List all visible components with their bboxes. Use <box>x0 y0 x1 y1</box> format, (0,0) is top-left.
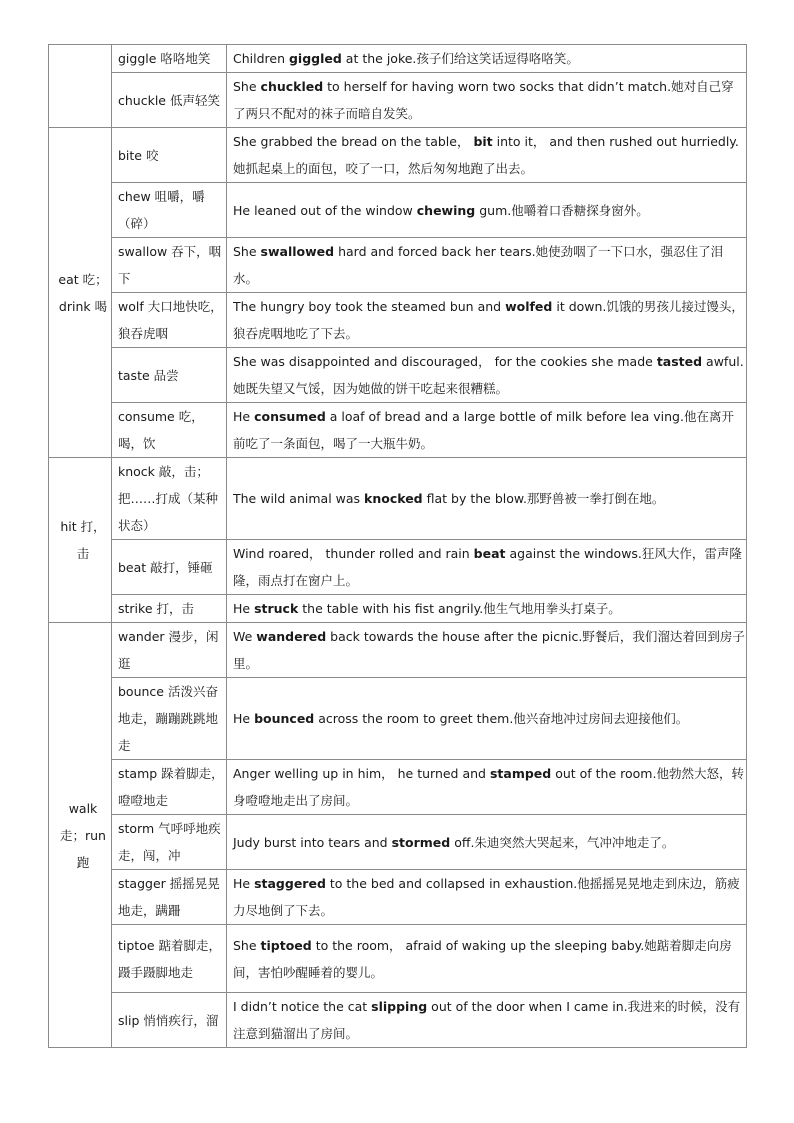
highlighted-word: tiptoed <box>260 937 312 953</box>
table-row <box>49 870 747 925</box>
example-cell <box>227 73 747 128</box>
example-text: She was disappointed and discouraged， for the cookies she made <box>233 354 657 369</box>
example-cell <box>227 45 747 73</box>
example-text: Judy burst into tears and <box>233 834 392 850</box>
highlighted-word: knocked <box>364 491 423 506</box>
example-cell <box>227 293 747 348</box>
word-cell: knock 敲，击；把……打成（某种状态） <box>112 458 227 540</box>
example-text: at the joke.孩子们给这笑话逗得咯咯笑。 <box>341 51 579 66</box>
example-cell <box>227 870 747 925</box>
word-cell: wolf 大口地快吃，狼吞虎咽 <box>112 293 227 348</box>
category-cell <box>49 45 112 128</box>
highlighted-word: chewing <box>416 202 476 218</box>
example-text: He <box>233 409 255 424</box>
example-text: across the room to greet them.他兴奋地冲过房间去迎接他们。 <box>314 711 689 726</box>
word-cell: taste 品尝 <box>112 348 227 403</box>
example-text: flat by the blow.那野兽被一拳打倒在地。 <box>422 491 665 506</box>
category-cell: hit 打，击 <box>49 458 112 623</box>
highlighted-word: swallowed <box>260 244 335 259</box>
example-text: She <box>233 79 261 94</box>
table-row <box>49 348 747 403</box>
highlighted-word: wolfed <box>505 299 553 314</box>
example-cell <box>227 238 747 293</box>
word-cell: slip 悄悄疾行，溜 <box>112 993 227 1048</box>
example-text: to the room， afraid of waking up the sleeping baby.她踮着脚走向房间，害怕吵醒睡着的婴儿。 <box>233 937 732 980</box>
example-text: We <box>233 629 257 644</box>
example-cell <box>227 540 747 595</box>
table-row <box>49 815 747 870</box>
table-row <box>49 760 747 815</box>
example-cell <box>227 595 747 623</box>
table-row <box>49 540 747 595</box>
example-text: it down.饥饿的男孩儿接过馒头，狼吞虎咽地吃了下去。 <box>233 299 744 341</box>
highlighted-word: staggered <box>254 876 326 891</box>
table-row <box>49 403 747 458</box>
example-cell <box>227 760 747 815</box>
example-text: to the bed and collapsed in exhaustion.他摇摇晃晃地走到床边，筋疲力尽地倒了下去。 <box>233 876 740 918</box>
example-text: She <box>233 937 261 953</box>
example-text: the table with his fist angrily.他生气地用拳头打桌子。 <box>298 601 621 616</box>
table-row <box>49 45 747 73</box>
example-text: She grabbed the bread on the table， <box>233 134 474 149</box>
example-text: He leaned out of the window <box>233 202 417 218</box>
category-cell: eat 吃；drink 喝 <box>49 128 112 458</box>
highlighted-word: wandered <box>256 629 327 644</box>
table-row <box>49 993 747 1048</box>
example-cell <box>227 348 747 403</box>
table-row <box>49 623 747 678</box>
highlighted-word: tasted <box>656 354 703 369</box>
highlighted-word: bit <box>473 134 493 149</box>
word-cell: chew 咀嚼，嚼（碎） <box>112 183 227 238</box>
vocabulary-table-body <box>49 45 747 1048</box>
example-text: back towards the house after the picnic.野餐后，我们溜达着回到房子里。 <box>233 629 745 671</box>
highlighted-word: stormed <box>391 834 451 850</box>
vocabulary-table <box>48 44 747 1048</box>
example-cell <box>227 128 747 183</box>
highlighted-word: consumed <box>254 409 326 424</box>
word-cell: tiptoe 踮着脚走，蹑手蹑脚地走 <box>112 925 227 993</box>
highlighted-word: beat <box>473 546 506 561</box>
word-cell: beat 敲打，锤砸 <box>112 540 227 595</box>
example-cell <box>227 458 747 540</box>
example-cell <box>227 993 747 1048</box>
example-text: out of the door when I came in.我进来的时候，没有注意到猫溜出了房间。 <box>233 999 741 1041</box>
word-cell: strike 打，击 <box>112 595 227 623</box>
highlighted-word: chuckled <box>260 79 324 94</box>
example-text: She <box>233 244 261 259</box>
example-text: against the windows.狂风大作，雷声隆隆，雨点打在窗户上。 <box>233 546 742 588</box>
example-text: hard and forced back her tears.她使劲咽了一下口水，强忍住了泪水。 <box>233 244 724 286</box>
example-text: Children <box>233 51 289 66</box>
word-cell: bite 咬 <box>112 128 227 183</box>
word-cell: stamp 跺着脚走，噔噔地走 <box>112 760 227 815</box>
example-text: awful.她既失望又气馁，因为她做的饼干吃起来很糟糕。 <box>233 354 744 396</box>
highlighted-word: slipping <box>371 999 428 1014</box>
example-cell <box>227 925 747 993</box>
word-cell: giggle 咯咯地笑 <box>112 45 227 73</box>
example-text: out of the room.他勃然大怒，转身噔噔地走出了房间。 <box>233 766 744 808</box>
example-text: a loaf of bread and a large bottle of milk before lea ving.他在离开前吃了一条面包，喝了一大瓶牛奶。 <box>233 409 734 451</box>
table-row <box>49 458 747 540</box>
example-text: He <box>233 876 255 891</box>
table-row <box>49 183 747 238</box>
highlighted-word: giggled <box>288 51 342 66</box>
word-cell: chuckle 低声轻笑 <box>112 73 227 128</box>
example-cell <box>227 623 747 678</box>
example-text: The hungry boy took the steamed bun and <box>233 299 506 314</box>
word-cell: stagger 摇摇晃晃地走，蹒跚 <box>112 870 227 925</box>
example-cell <box>227 678 747 760</box>
word-cell: consume 吃，喝，饮 <box>112 403 227 458</box>
example-cell <box>227 815 747 870</box>
word-cell: bounce 活泼兴奋地走，蹦蹦跳跳地走 <box>112 678 227 760</box>
highlighted-word: stamped <box>489 766 552 781</box>
table-row <box>49 238 747 293</box>
example-text: into it， and then rushed out hurriedly.她抓起桌上的面包，咬了一口，然后匆匆地跑了出去。 <box>233 134 739 176</box>
example-text: The wild animal was <box>233 491 365 506</box>
example-text: Wind roared， thunder rolled and rain <box>233 546 474 561</box>
example-text: off.朱迪突然大哭起来，气冲冲地走了。 <box>450 834 675 850</box>
table-row <box>49 128 747 183</box>
highlighted-word: struck <box>254 601 299 616</box>
example-text: He <box>233 601 255 616</box>
table-row <box>49 678 747 760</box>
table-row <box>49 925 747 993</box>
category-cell: walk 走；run 跑 <box>49 623 112 1048</box>
table-row <box>49 595 747 623</box>
example-text: to herself for having worn two socks that didn’t match.她对自己穿了两只不配对的袜子而暗自发笑。 <box>233 79 734 121</box>
example-cell <box>227 183 747 238</box>
example-text: I didn’t notice the cat <box>233 999 372 1014</box>
example-cell <box>227 403 747 458</box>
example-text: gum.他嚼着口香糖探身窗外。 <box>475 202 649 218</box>
example-text: Anger welling up in him， he turned and <box>233 766 490 781</box>
table-row <box>49 293 747 348</box>
example-text: He <box>233 711 255 726</box>
word-cell: swallow 吞下，咽下 <box>112 238 227 293</box>
highlighted-word: bounced <box>254 711 315 726</box>
word-cell: storm 气呼呼地疾走，闯，冲 <box>112 815 227 870</box>
table-row <box>49 73 747 128</box>
word-cell: wander 漫步，闲逛 <box>112 623 227 678</box>
